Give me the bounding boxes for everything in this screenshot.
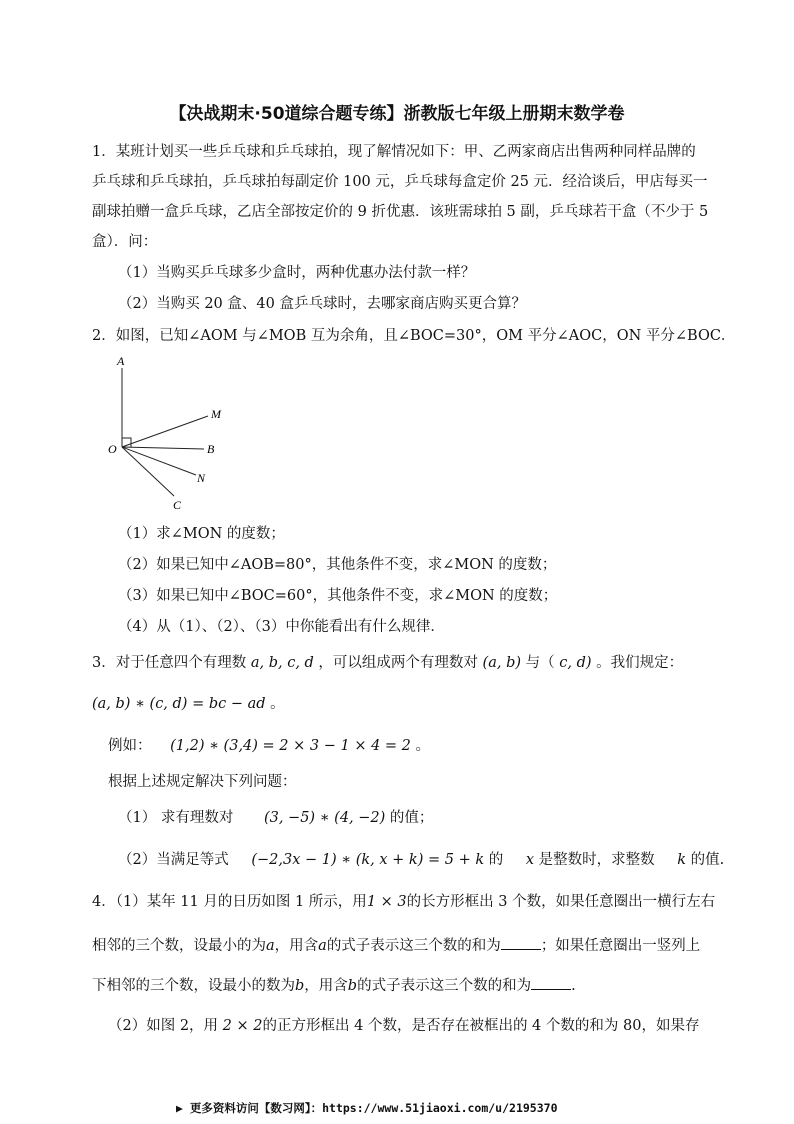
q4-l2c: 的式子表示这三个数的和为 xyxy=(326,938,501,954)
q3-sub-1 xyxy=(118,809,433,827)
q4-l3a: 下相邻的三个数，设最小的数为 xyxy=(92,978,295,994)
ray-ob xyxy=(122,447,204,449)
q3-sub2-x: x xyxy=(525,852,535,868)
q3-sub2-label: （2）当满足等式 xyxy=(118,852,229,868)
q3-example-expr: (1,2) ∗ (3,4) = 2 × 3 − 1 × 4 = 2 xyxy=(170,738,411,754)
q3-vars: a, b, c, d xyxy=(250,655,314,671)
q4-l4-expr: 2 × 2 xyxy=(222,1018,263,1034)
q4-l1b: 的长方形框出 3 个数，如果任意圈出一横行左右 xyxy=(406,894,716,910)
q1-line-2: 乒乓球和乒乓球拍，乒乓球拍每副定价 100 元，乒乓球每盒定价 25 元．经洽谈后，甲店每买一 xyxy=(92,174,708,190)
q3-stem-c: 与（ xyxy=(521,655,560,671)
label-m: M xyxy=(211,407,221,421)
q4-l3-var: b xyxy=(295,978,305,994)
q4-line-4 xyxy=(108,1017,699,1035)
ray-on xyxy=(122,447,196,475)
q3-sub2-k: k xyxy=(677,852,687,868)
angle-figure xyxy=(100,352,230,517)
q3-sub2-expr: (−2,3x − 1) ∗ (k, x + k) = 5 + k xyxy=(251,852,485,868)
q4-l2b: ，用含 xyxy=(274,938,319,954)
q4-l3b: ，用含 xyxy=(304,978,348,994)
q3-sub1-label: （1） 求有理数对 xyxy=(118,810,234,826)
q3-stem-a: 3．对于任意四个有理数 xyxy=(92,655,251,671)
q1-sub-1: （1）当购买乒乓球多少盒时，两种优惠办法付款一样？ xyxy=(118,265,476,281)
ray-om xyxy=(122,416,208,447)
label-b: B xyxy=(207,442,215,456)
q4-l2a: 相邻的三个数，设最小的为 xyxy=(92,938,266,954)
q4-line-3 xyxy=(92,975,576,995)
q3-sub2-mid: 的 xyxy=(484,852,504,868)
q3-rule-expr: (a, b) ∗ (c, d) = bc − ad xyxy=(92,696,266,712)
label-c: C xyxy=(173,498,182,512)
q4-l4a: （2）如图 2，用 xyxy=(108,1018,223,1034)
q3-stem-b: ，可以组成两个有理数对 xyxy=(313,655,483,671)
q4-l3c: 的式子表示这三个数的和为 xyxy=(357,978,532,994)
q4-line-1 xyxy=(92,893,715,911)
q4-line-2 xyxy=(92,935,700,955)
q4-l2-var: a xyxy=(266,938,275,954)
q4-blank-2 xyxy=(531,975,571,990)
q3-pair-1: (a, b) xyxy=(482,655,522,671)
q3-stem-d: 。我们规定： xyxy=(591,655,684,671)
q3-sub2-end: 的值. xyxy=(686,852,725,868)
q3-sub1-expr: (3, −5) ∗ (4, −2) xyxy=(263,810,386,826)
q2-sub-2: （2）如果已知中∠AOB=80°，其他条件不变，求∠MON 的度数； xyxy=(118,557,557,573)
q4-l1-expr: 1 × 3 xyxy=(366,894,407,910)
q1-sub-2: （2）当购买 20 盒、40 盒乒乓球时，去哪家商店购买更合算？ xyxy=(118,296,526,312)
q4-l2-var2: a xyxy=(318,938,327,954)
q3-sub-2 xyxy=(118,851,724,869)
q3-sub1-end: 的值； xyxy=(385,810,434,826)
q4-l3d: . xyxy=(571,978,576,994)
q3-rule-end: 。 xyxy=(265,696,285,712)
ray-oc xyxy=(122,447,174,496)
q3-instruction: 根据上述规定解决下列问题： xyxy=(108,774,297,790)
q2-sub-4: （4）从（1）、（2）、（3）中你能看出有什么规律． xyxy=(118,619,445,635)
q2-sub-3: （3）如果已知中∠BOC=60°，其他条件不变，求∠MON 的度数； xyxy=(118,588,558,604)
q3-rule xyxy=(92,695,285,713)
label-n: N xyxy=(197,471,206,485)
q4-l2d: ；如果任意圈出一竖列上 xyxy=(540,938,701,954)
q2-sub-1: （1）求∠MON 的度数； xyxy=(118,526,285,542)
q4-l1a: 4．（1）某年 11 月的日历如图 1 所示，用 xyxy=(92,894,367,910)
q3-example-label: 例如： xyxy=(108,738,152,754)
q1-line-1: 1．某班计划买一些乒乓球和乒乓球拍，现了解情况如下：甲、乙两家商店出售两种同样品牌的 xyxy=(92,144,696,160)
q3-sub2-mid2: 是整数时，求整数 xyxy=(534,852,655,868)
label-a: A xyxy=(117,354,125,368)
q4-l4b: 的正方形框出 4 个数，是否存在被框出的 4 个数的和为 80，如果存 xyxy=(262,1018,700,1034)
footer-link[interactable]: ▶ 更多资料访问【数习网】：https://www.51jiaoxi.com/u/2195370 xyxy=(176,1101,558,1115)
q3-example xyxy=(108,737,430,755)
q4-blank-1 xyxy=(501,935,541,950)
q3-pair-2: c, d) xyxy=(559,655,592,671)
q4-l3-var2: b xyxy=(347,978,358,994)
q2-stem: 2．如图，已知∠AOM 与∠MOB 互为余角，且∠BOC=30°，OM 平分∠AOC，ON 平分∠BOC． xyxy=(92,328,736,344)
page-title: 【决战期末·50道综合题专练】浙教版七年级上册期末数学卷 xyxy=(169,104,625,124)
q1-line-4: 盒）．问： xyxy=(92,234,158,250)
q1-line-3: 副球拍赠一盒乒乓球，乙店全部按定价的 9 折优惠．该班需球拍 5 副，乒乓球若干盒（不少于 5 xyxy=(92,204,709,220)
q3-example-end: 。 xyxy=(410,738,431,754)
q3-stem xyxy=(92,654,683,672)
label-o: O xyxy=(108,442,117,456)
